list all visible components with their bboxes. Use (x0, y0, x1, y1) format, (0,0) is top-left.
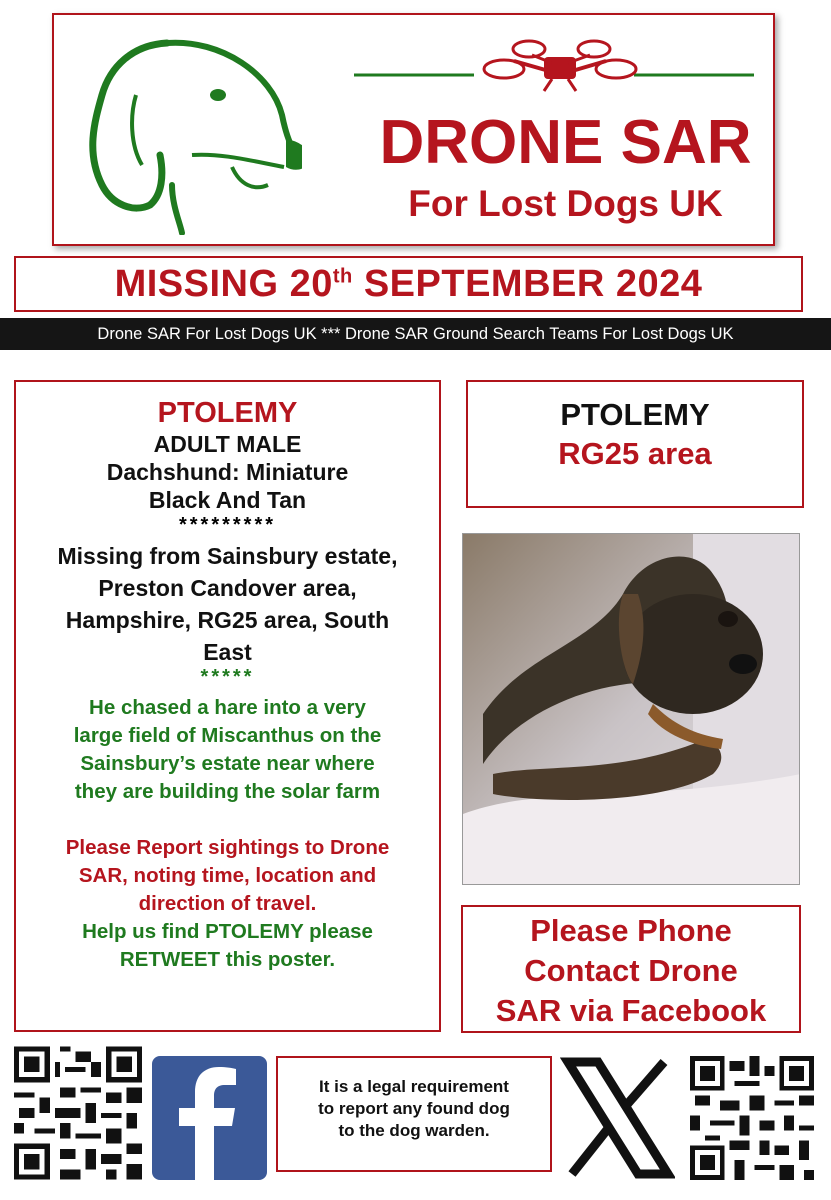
help-line: RETWEET this poster. (119, 948, 336, 971)
header-logo-box (52, 13, 775, 246)
qr-code-icon[interactable] (14, 1046, 142, 1180)
dog-breed: Dachshund: Miniature (106, 459, 349, 485)
legal-line: to the dog warden. (338, 1121, 490, 1140)
story-line: Sainsbury’s estate near where (80, 752, 375, 775)
report-line: Please Report sightings to Drone (65, 836, 390, 859)
contact-line: Contact Drone (524, 953, 738, 988)
separator-stars: ********* (178, 514, 277, 536)
help-line: Help us find PTOLEMY please (82, 920, 373, 943)
story-line: they are building the solar farm (74, 780, 381, 803)
facebook-icon[interactable] (152, 1056, 267, 1180)
name-box-area: RG25 area (558, 436, 712, 471)
dog-name-box (466, 380, 804, 508)
logo-title: DRONE SAR (379, 108, 752, 177)
missing-date-box (14, 256, 803, 312)
missing-date-ordinal: th (332, 264, 353, 287)
dog-sex-age: ADULT MALE (153, 431, 302, 457)
legal-line: to report any found dog (318, 1099, 510, 1118)
location-line: Missing from Sainsbury estate, (57, 543, 398, 569)
separator-stars-green: ***** (200, 666, 255, 688)
story-line: He chased a hare into a very (89, 696, 366, 719)
dog-name: PTOLEMY (157, 397, 298, 429)
missing-date-heading (115, 263, 703, 306)
contact-line: SAR via Facebook (495, 993, 767, 1028)
banner-text: Drone SAR For Lost Dogs UK *** Drone SAR Ground Search Teams For Lost Dogs UK (97, 324, 734, 343)
story-line: large field of Miscanthus on the (73, 724, 382, 747)
contact-box (461, 905, 801, 1033)
organisation-banner (0, 318, 831, 350)
location-line: Preston Candover area, (98, 575, 357, 601)
x-logo-icon[interactable] (560, 1056, 675, 1180)
dog-colour: Black And Tan (148, 487, 307, 513)
dog-info-box (14, 380, 441, 1032)
dog-photo (462, 533, 800, 885)
contact-line: Please Phone (530, 913, 732, 948)
name-box-name: PTOLEMY (560, 397, 710, 432)
location-line: East (203, 639, 252, 665)
legal-line: It is a legal requirement (319, 1077, 509, 1096)
qr-code-icon[interactable] (690, 1056, 814, 1180)
legal-notice-box (276, 1056, 552, 1172)
missing-date-suffix: SEPTEMBER 2024 (352, 262, 703, 305)
missing-date-prefix: MISSING 20 (114, 262, 333, 305)
location-line: Hampshire, RG25 area, South (65, 607, 390, 633)
drone-icon (354, 31, 754, 101)
logo-subtitle: For Lost Dogs UK (408, 183, 723, 224)
report-line: SAR, noting time, location and (78, 864, 377, 887)
report-line: direction of travel. (138, 892, 317, 915)
